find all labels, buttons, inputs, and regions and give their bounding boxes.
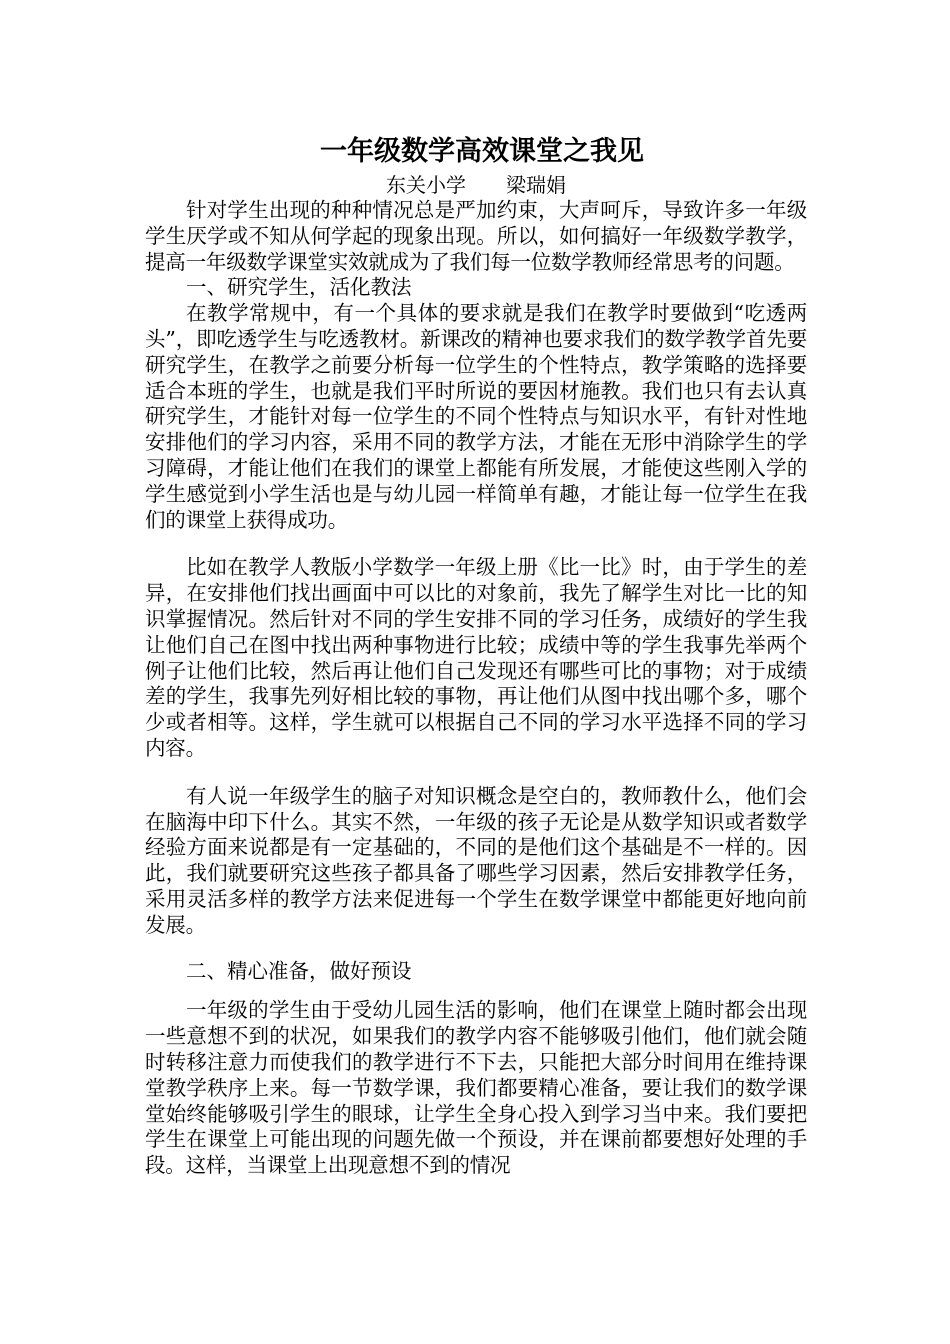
author-byline: 东关小学 梁瑞娟 [386,173,566,197]
document-title: 一年级数学高效课堂之我见 [320,136,644,167]
section-1-heading: 一、研究学生，活化教法 [186,275,412,300]
section-2-paragraph-1: 一年级的学生由于受幼儿园生活的影响，他们在课堂上随时都会出现一些意想不到的状况，如果我们的教学内容不能够吸引他们，他们就会随时转移注意力而使我们的教学进行不下去，只能把大部分时间用在维持课堂教学秩序上来。每一节数学课，我们都要精心准备，要让我们的数学课堂始终能够吸引学生的眼球，让学生全身心投入到学习当中来。我们要把学生在课堂上可能出现的问题先做一个预设，并在课前都要想好处理的手段。这样，当课堂上出现意想不到的情况 [145,998,807,1178]
section-2-heading: 二、精心准备，做好预设 [186,958,412,983]
document-page [145,132,807,1179]
section-1-paragraph-1: 在教学常规中，有一个具体的要求就是我们在教学时要做到“吃透两头”，即吃透学生与吃透教材。新课改的精神也要求我们的数学教学首先要研究学生，在教学之前要分析每一位学生的个性特点，教学策略的选择要适合本班的学生，也就是我们平时所说的要因材施教。我们也只有去认真研究学生，才能针对每一位学生的不同个性特点与知识水平，有针对性地安排他们的学习内容，采用不同的教学方法，才能在无形中消除学生的学习障碍，才能让他们在我们的课堂上都能有所发展，才能使这些刚入学的学生感觉到小学生活也是与幼儿园一样简单有趣，才能让每一位学生在我们的课堂上获得成功。 [145,301,807,532]
section-1-paragraph-2: 比如在教学人教版小学数学一年级上册《比一比》时，由于学生的差异，在安排他们找出画面中可以比的对象前，我先了解学生对比一比的知识掌握情况。然后针对不同的学生安排不同的学习任务，成绩好的学生我让他们自己在图中找出两种事物进行比较；成绩中等的学生我事先举两个例子让他们比较，然后再让他们自己发现还有哪些可比的事物；对于成绩差的学生，我事先列好相比较的事物，再让他们从图中找出哪个多，哪个少或者相等。这样，学生就可以根据自己不同的学习水平选择不同的学习内容。 [145,555,807,760]
section-1-paragraph-3: 有人说一年级学生的脑子对知识概念是空白的，教师教什么，他们会在脑海中印下什么。其实不然，一年级的孩子无论是从数学知识或者数学经验方面来说都是有一定基础的，不同的是他们这个基础是不一样的。因此，我们就要研究这些孩子都具备了哪些学习因素，然后安排教学任务，采用灵活多样的教学方法来促进每一个学生在数学课堂中都能更好地向前发展。 [145,783,807,937]
intro-paragraph: 针对学生出现的种种情况总是严加约束，大声呵斥，导致许多一年级学生厌学或不知从何学起的现象出现。所以，如何搞好一年级数学教学，提高一年级数学课堂实效就成为了我们每一位数学教师经常思考的问题。 [145,198,807,274]
